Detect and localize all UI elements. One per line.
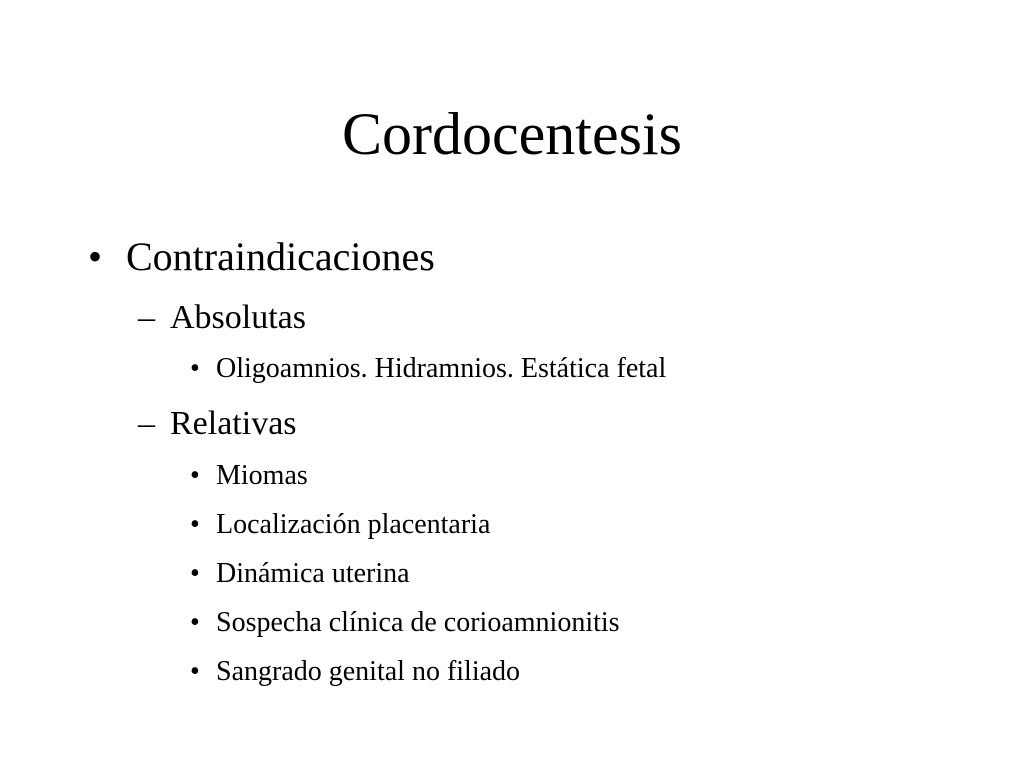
list-item-label: Miomas bbox=[216, 460, 308, 491]
list-item-label: Localización placentaria bbox=[216, 509, 491, 540]
sub-bullet-relativas bbox=[138, 404, 297, 444]
bullet-marker: • bbox=[190, 353, 200, 384]
bullet-marker: • bbox=[190, 509, 200, 540]
bullet-label: Contraindicaciones bbox=[126, 234, 435, 279]
sub-bullet-label: Relativas bbox=[170, 405, 297, 442]
bullet-marker: • bbox=[190, 656, 200, 687]
bullet-marker: • bbox=[190, 460, 200, 491]
list-item-label: Oligoamnios. Hidramnios. Estática fetal bbox=[216, 353, 667, 384]
list-item-relativas-4 bbox=[190, 606, 620, 640]
bullet-marker: • bbox=[88, 234, 103, 279]
slide-title: Cordocentesis bbox=[342, 101, 682, 167]
dash-marker: – bbox=[138, 405, 155, 442]
bullet-marker: • bbox=[190, 607, 200, 638]
list-item-label: Sospecha clínica de corioamnionitis bbox=[216, 607, 620, 638]
sub-bullet-label: Absolutas bbox=[170, 299, 306, 336]
list-item-relativas-5 bbox=[190, 655, 520, 689]
sub-bullet-absolutas bbox=[138, 298, 306, 338]
bullet-marker: • bbox=[190, 558, 200, 589]
list-item-relativas-2 bbox=[190, 508, 490, 542]
bullet-contraindicaciones bbox=[88, 233, 435, 281]
list-item-absolutas bbox=[190, 352, 666, 386]
list-item-label: Sangrado genital no filiado bbox=[216, 656, 521, 687]
list-item-label: Dinámica uterina bbox=[216, 558, 410, 589]
list-item-relativas-3 bbox=[190, 557, 410, 591]
list-item-relativas-1 bbox=[190, 459, 308, 493]
dash-marker: – bbox=[138, 299, 155, 336]
